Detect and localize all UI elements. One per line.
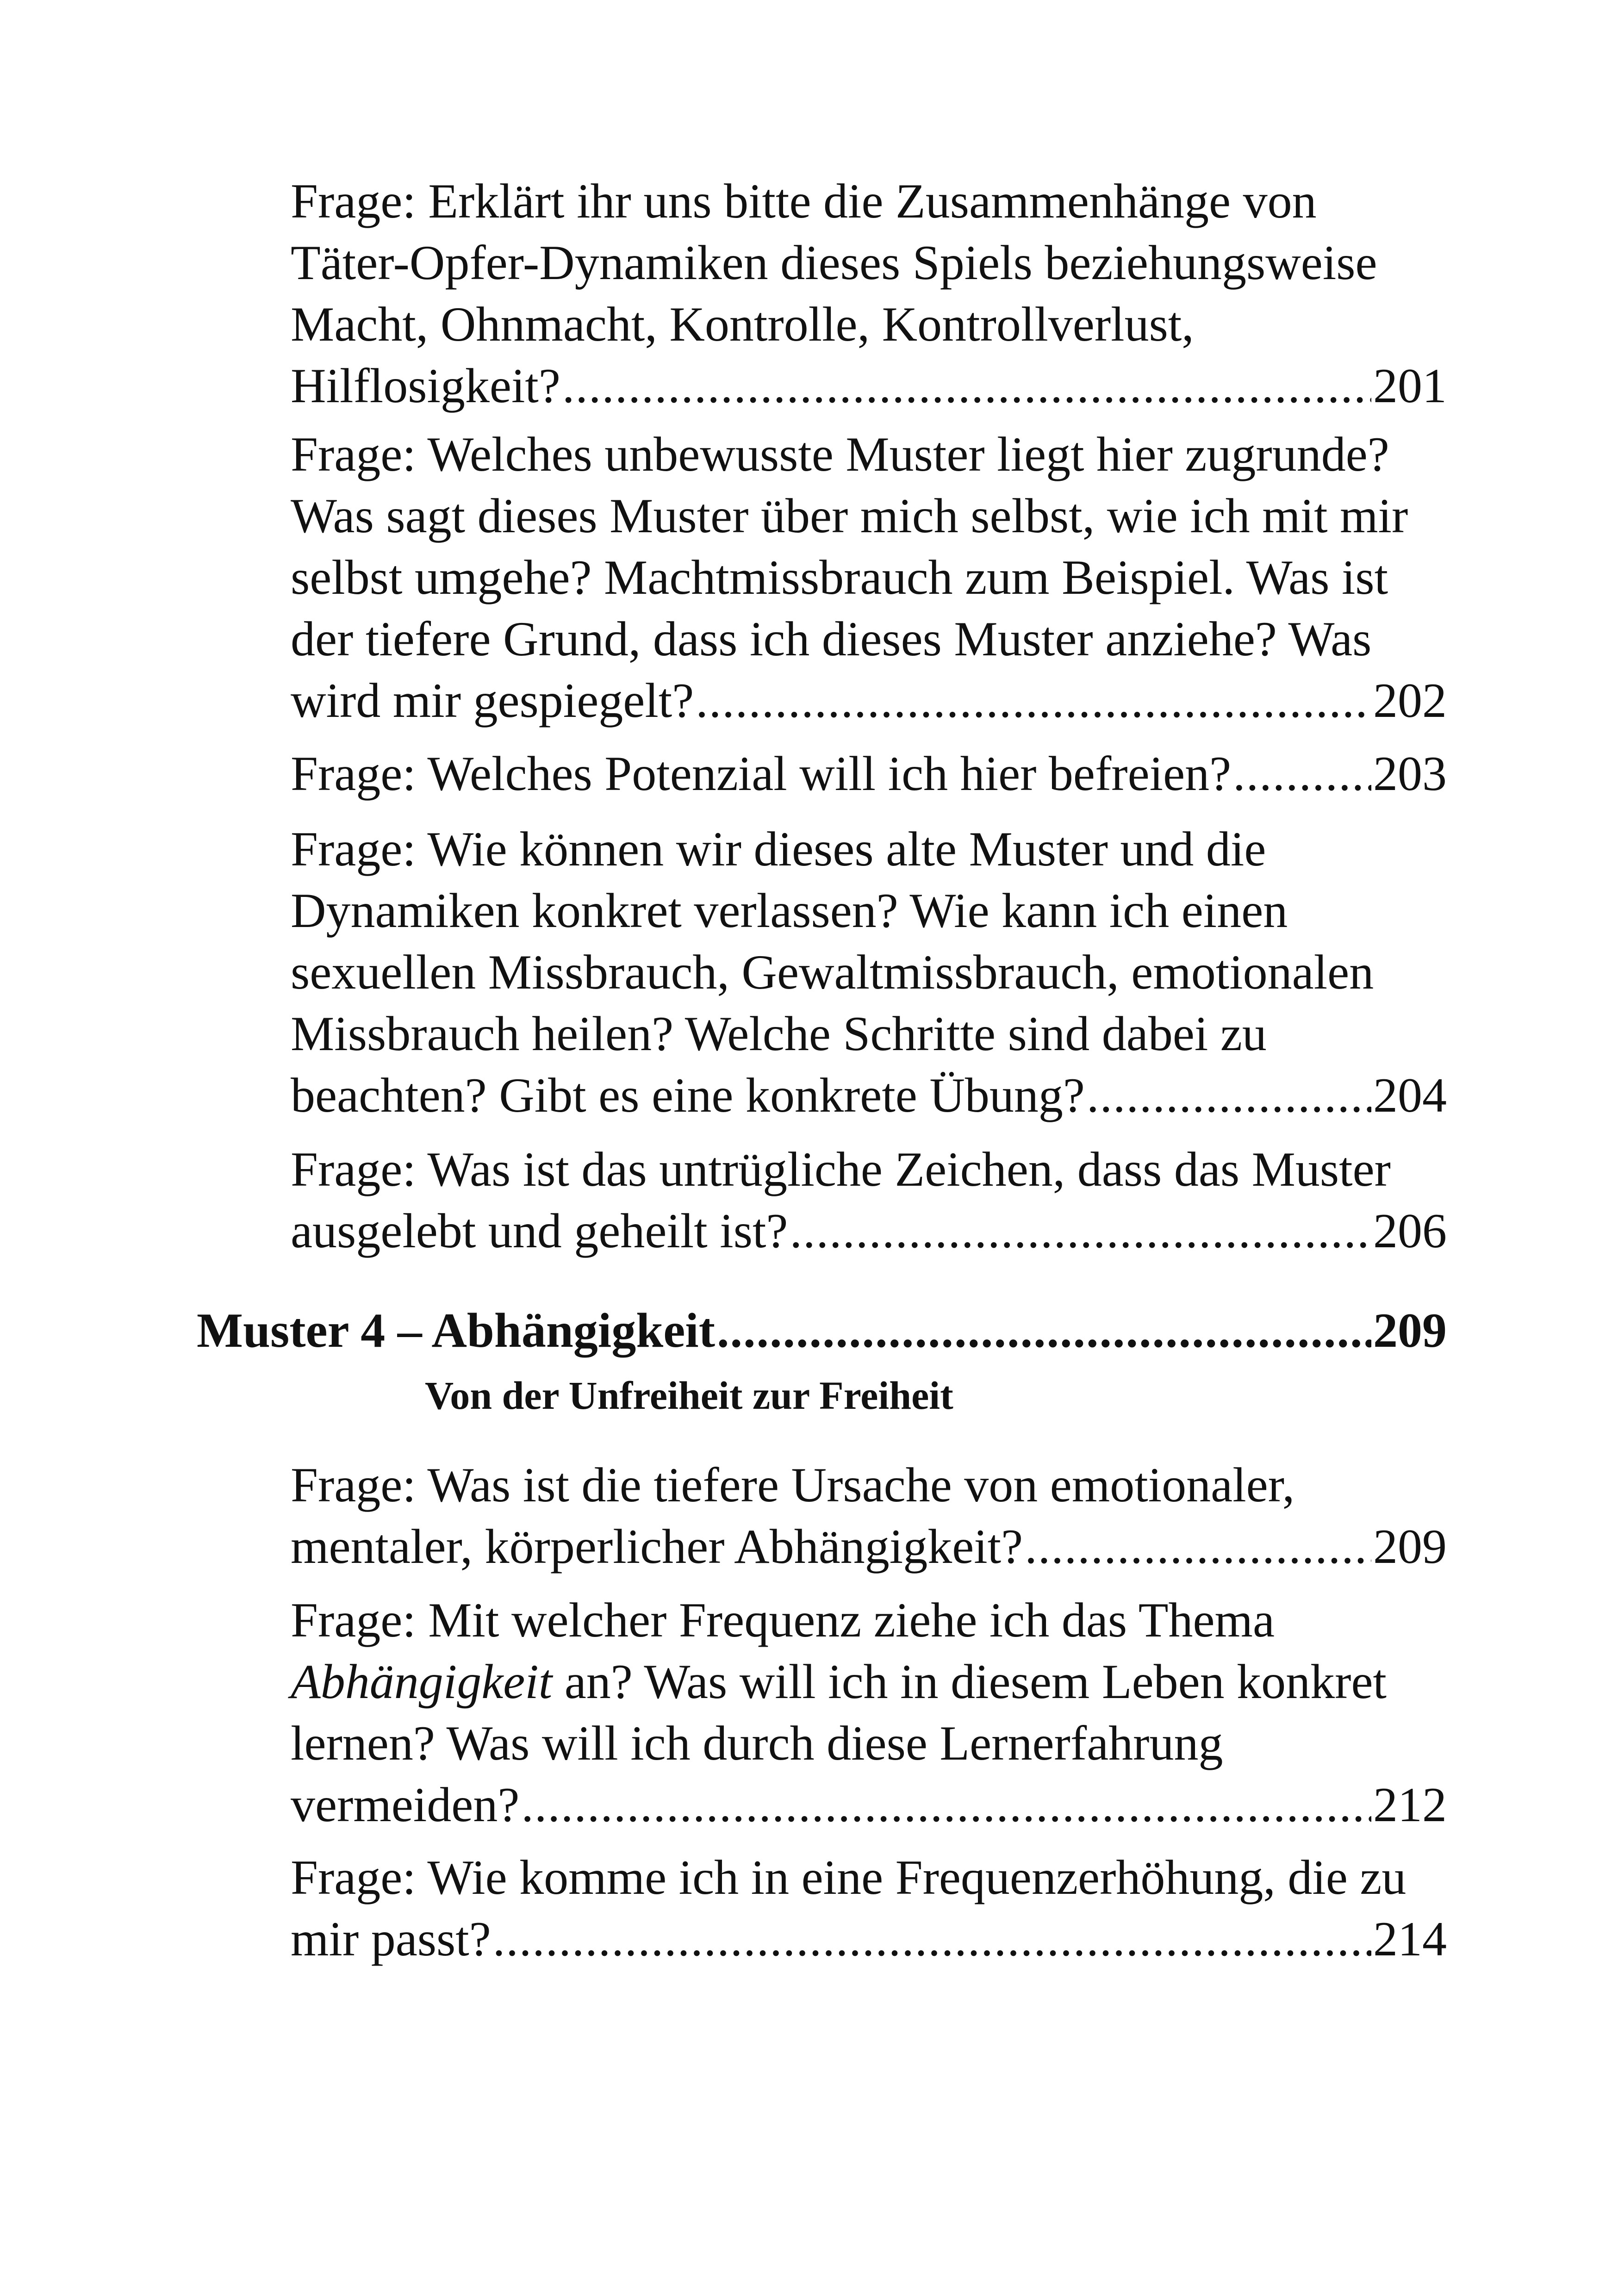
dot-leader — [1233, 743, 1371, 804]
toc-entry-line: Dynamiken konkret verlassen? Wie kann ich einen — [291, 884, 1288, 938]
dot-leader — [717, 1300, 1371, 1361]
toc-entry-last-line — [291, 1064, 1447, 1126]
toc-entry-last-line — [291, 1774, 1447, 1836]
dot-leader — [562, 355, 1371, 417]
toc-entry-last-line — [291, 1200, 1447, 1262]
toc-entry-text: ausgelebt und geheilt ist? — [291, 1204, 788, 1258]
dot-leader — [790, 1200, 1371, 1262]
chapter-heading-line — [197, 1300, 1447, 1361]
dot-leader — [493, 1908, 1371, 1970]
dot-leader — [696, 670, 1371, 731]
dot-leader — [1087, 1064, 1371, 1126]
toc-entry — [291, 1589, 1447, 1836]
page-number: 214 — [1373, 1912, 1447, 1966]
toc-entry-line: sexuellen Missbrauch, Gewaltmissbrauch, emotionalen — [291, 945, 1374, 999]
toc-entry-line-rest: an? Was will ich in diesem Leben konkret — [552, 1655, 1387, 1709]
toc-entry-line: Macht, Ohnmacht, Kontrolle, Kontrollverlust, — [291, 297, 1194, 351]
toc-entry-text: beachten? Gibt es eine konkrete Übung? — [291, 1068, 1085, 1122]
toc-entry-line: Täter-Opfer-Dynamiken dieses Spiels beziehungsweise — [291, 236, 1377, 290]
toc-entry-text: Frage: Welches Potenzial will ich hier befreien? — [291, 747, 1232, 801]
toc-entry-line: lernen? Was will ich durch diese Lernerfahrung — [291, 1716, 1223, 1770]
chapter-subtitle: Von der Unfreiheit zur Freiheit — [425, 1373, 953, 1418]
toc-entry-line: Frage: Wie können wir dieses alte Muster und die — [291, 822, 1266, 876]
toc-entry-text: Hilflosigkeit? — [291, 359, 560, 413]
page-number: 204 — [1373, 1068, 1447, 1122]
chapter-heading — [197, 1300, 1447, 1361]
toc-entry-line: Frage: Wie komme ich in eine Frequenzerhöhung, die zu — [291, 1850, 1406, 1904]
toc-entry-text: mentaler, körperlicher Abhängigkeit? — [291, 1519, 1023, 1574]
page-number: 202 — [1373, 673, 1447, 728]
chapter-title: Muster 4 – Abhängigkeit — [197, 1303, 715, 1357]
toc-entry-text: wird mir gespiegelt? — [291, 673, 694, 728]
toc-entry-line: Frage: Mit welcher Frequenz ziehe ich das Thema — [291, 1593, 1275, 1647]
toc-entry-line: Frage: Welches unbewusste Muster liegt hier zugrunde? — [291, 427, 1389, 481]
toc-entry — [291, 170, 1447, 417]
toc-entry — [291, 1139, 1447, 1262]
page-number: 212 — [1373, 1778, 1447, 1832]
page-number: 206 — [1373, 1204, 1447, 1258]
toc-entry-line: Frage: Was ist die tiefere Ursache von emotionaler, — [291, 1458, 1295, 1512]
toc-entry-line: der tiefere Grund, dass ich dieses Muster anziehe? Was — [291, 612, 1372, 666]
toc-entry-last-line — [291, 1516, 1447, 1577]
dot-leader — [1025, 1516, 1371, 1577]
page-number: 203 — [1373, 747, 1447, 801]
toc-entry-text: vermeiden? — [291, 1778, 520, 1832]
toc-entry — [291, 423, 1447, 731]
italic-term: Abhängigkeit — [291, 1655, 553, 1709]
toc-entry-last-line — [291, 1908, 1447, 1970]
toc-entry-last-line — [291, 355, 1447, 417]
toc-entry-line: Frage: Was ist das untrügliche Zeichen, dass das Muster — [291, 1142, 1391, 1196]
toc-entry-last-line — [291, 743, 1447, 804]
toc-entry-line: Missbrauch heilen? Welche Schritte sind dabei zu — [291, 1007, 1267, 1061]
toc-entry — [291, 1454, 1447, 1577]
toc-entry-line: selbst umgehe? Machtmissbrauch zum Beispiel. Was ist — [291, 550, 1388, 604]
toc-entry — [291, 818, 1447, 1126]
toc-entry-line: Was sagt dieses Muster über mich selbst, wie ich mit mir — [291, 489, 1408, 543]
toc-entry — [291, 1847, 1447, 1970]
toc-entry — [291, 743, 1447, 804]
page-number: 209 — [1373, 1519, 1447, 1574]
chapter-page-number: 209 — [1373, 1303, 1447, 1357]
toc-entry-line — [291, 1651, 1447, 1712]
dot-leader — [521, 1774, 1371, 1836]
page-number: 201 — [1373, 359, 1447, 413]
toc-entry-last-line — [291, 670, 1447, 731]
toc-entry-line: Frage: Erklärt ihr uns bitte die Zusammenhänge von — [291, 174, 1317, 228]
toc-entry-text: mir passt? — [291, 1912, 491, 1966]
